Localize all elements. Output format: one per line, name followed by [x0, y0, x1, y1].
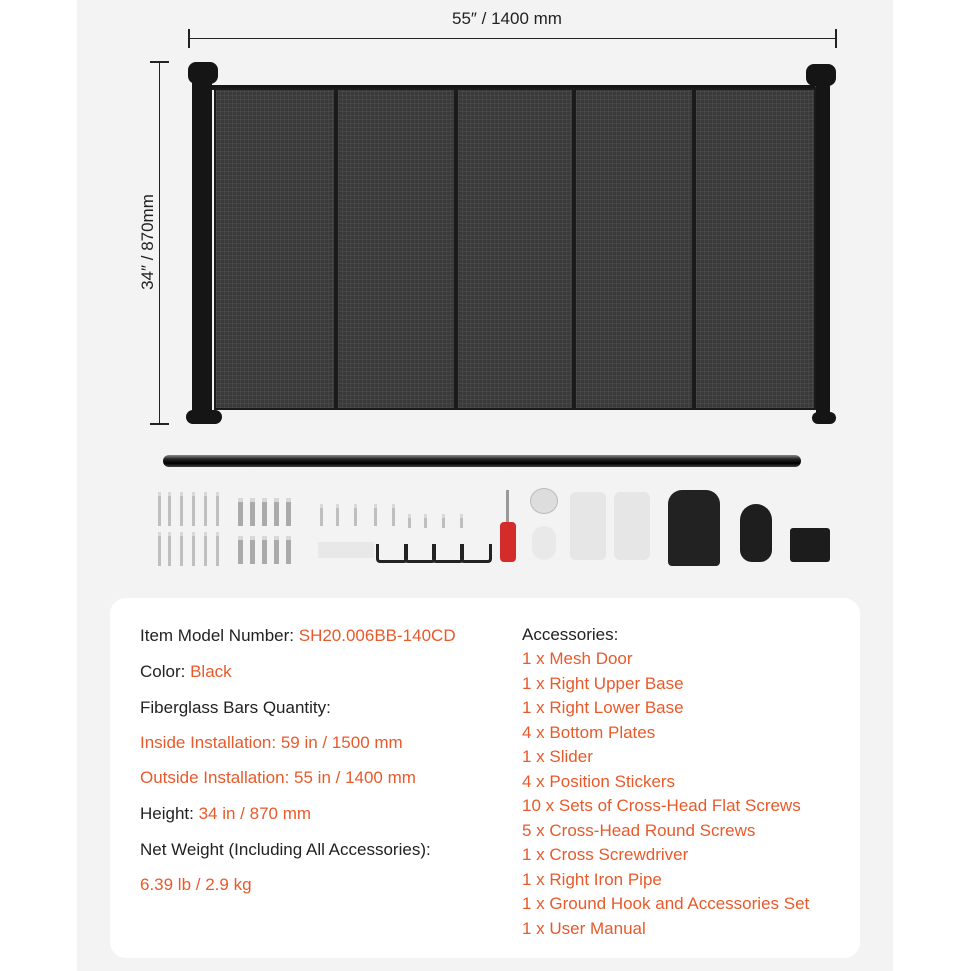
accessory-item: 1 x Slider — [522, 747, 593, 766]
accessory-item: 5 x Cross-Head Round Screws — [522, 821, 756, 840]
screw-icon — [216, 492, 219, 526]
accessory-item: 1 x User Manual — [522, 919, 646, 938]
ground-hook-icon — [790, 528, 830, 562]
width-dimension-line — [189, 38, 836, 39]
position-sticker-icon — [532, 526, 556, 560]
color-label: Color: — [140, 662, 191, 681]
accessory-item: 4 x Position Stickers — [522, 772, 676, 791]
height-value: 34 in / 870 mm — [198, 804, 312, 823]
outside-installation-label: Outside Installation: — [140, 768, 295, 787]
accessory-item: 4 x Bottom Plates — [522, 723, 656, 742]
screw-icon — [354, 504, 357, 526]
color-row — [140, 662, 232, 682]
mesh-panel — [336, 88, 456, 410]
screw-icon — [216, 532, 219, 566]
left-post — [192, 78, 212, 420]
iron-pipe-image — [163, 455, 801, 467]
net-weight-value: 6.39 lb / 2.9 kg — [140, 875, 252, 894]
mesh-panel — [694, 88, 816, 410]
screw-icon — [392, 504, 395, 526]
inside-installation-row — [140, 733, 403, 753]
screwdriver-handle — [500, 522, 516, 562]
anchor-icon — [238, 536, 243, 564]
bottom-plate-icon — [460, 544, 492, 563]
height-dimension-line — [159, 62, 160, 424]
width-dimension-label: 55″ / 1400 mm — [452, 9, 562, 28]
specification-card — [110, 598, 860, 958]
screwdriver-icon — [506, 490, 509, 524]
accessory-parts-image — [150, 486, 850, 576]
anchor-icon — [286, 498, 291, 526]
height-row — [140, 804, 311, 824]
accessory-item: 1 x Right Iron Pipe — [522, 870, 662, 889]
accessory-item: 1 x Ground Hook and Accessories Set — [522, 894, 810, 913]
accessory-item: 10 x Sets of Cross-Head Flat Screws — [522, 796, 801, 815]
right-top-cap — [806, 64, 836, 86]
screw-icon — [192, 492, 195, 526]
anchor-icon — [286, 536, 291, 564]
screw-icon — [180, 532, 183, 566]
accessory-item: 1 x Cross Screwdriver — [522, 845, 689, 864]
anchor-icon — [274, 498, 279, 526]
rubber-pads — [318, 542, 374, 558]
screw-icon — [180, 492, 183, 526]
screw-icon — [336, 504, 339, 526]
right-post — [816, 78, 830, 420]
screw-icon — [168, 532, 171, 566]
screw-icon — [204, 492, 207, 526]
inside-installation-value: 59 in / 1500 mm — [280, 733, 403, 752]
position-sticker-icon — [614, 492, 650, 560]
position-sticker-icon — [570, 492, 606, 560]
accessories-title: Accessories: — [522, 625, 619, 644]
screw-icon — [374, 504, 377, 526]
screw-icon — [442, 514, 445, 528]
screw-icon — [192, 532, 195, 566]
slider-knob-icon — [530, 488, 558, 514]
height-label: Height: — [140, 804, 199, 823]
screw-icon — [408, 514, 411, 528]
left-foot — [186, 410, 222, 424]
fiberglass-bars-label: Fiberglass Bars Quantity: — [140, 698, 331, 717]
right-lower-base-icon — [740, 504, 772, 562]
anchor-icon — [238, 498, 243, 526]
mesh-panel — [456, 88, 574, 410]
color-value: Black — [190, 662, 232, 681]
screw-icon — [424, 514, 427, 528]
outside-installation-row — [140, 768, 416, 788]
anchor-icon — [274, 536, 279, 564]
accessory-item: 1 x Mesh Door — [522, 649, 633, 668]
screw-icon — [204, 532, 207, 566]
right-foot — [812, 412, 836, 424]
screw-icon — [158, 492, 161, 526]
anchor-icon — [262, 536, 267, 564]
accessory-item: 1 x Right Lower Base — [522, 698, 684, 717]
screw-icon — [168, 492, 171, 526]
mesh-panel — [574, 88, 694, 410]
anchor-icon — [250, 498, 255, 526]
inside-installation-label: Inside Installation: — [140, 733, 281, 752]
net-weight-label: Net Weight (Including All Accessories): — [140, 840, 431, 859]
anchor-icon — [262, 498, 267, 526]
anchor-icon — [250, 536, 255, 564]
model-number-value: SH20.006BB-140CD — [298, 626, 456, 645]
mesh-gate-image — [186, 60, 842, 426]
screw-icon — [460, 514, 463, 528]
left-top-cap — [188, 62, 218, 84]
right-upper-base-icon — [668, 490, 720, 566]
model-number-label: Item Model Number: — [140, 626, 299, 645]
height-dimension-label: 34″ / 870mm — [138, 194, 157, 290]
screw-icon — [320, 504, 323, 526]
model-number-row — [140, 626, 456, 646]
accessory-item: 1 x Right Upper Base — [522, 674, 684, 693]
outside-installation-value: 55 in / 1400 mm — [294, 768, 416, 787]
mesh-panel — [214, 88, 336, 410]
screw-icon — [158, 532, 161, 566]
